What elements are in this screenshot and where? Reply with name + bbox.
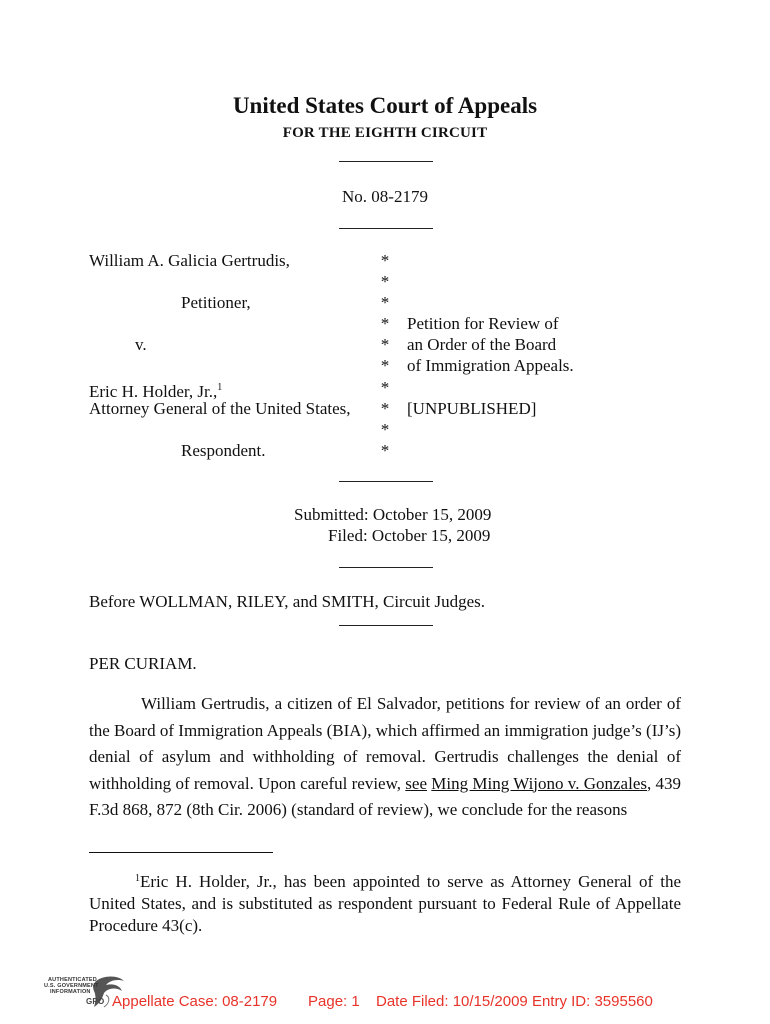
panel-judges: Before WOLLMAN, RILEY, and SMITH, Circuit Judges.	[89, 592, 485, 611]
case-citation[interactable]: Ming Ming Wijono v. Gonzales	[431, 773, 647, 793]
caption-star: *	[380, 378, 390, 397]
divider-rule	[339, 228, 433, 229]
footnote	[89, 868, 681, 937]
caption-star: *	[380, 399, 390, 418]
caption-star: *	[380, 356, 390, 375]
footnote-text: Eric H. Holder, Jr., has been appointed to serve as Attorney General of the United States, and is substituted as respondent pursuant to Federal Rule of Appellate Procedure 43(c).	[89, 872, 681, 935]
caption-star: *	[380, 420, 390, 439]
caption-star: *	[380, 335, 390, 354]
footnote-reference: 1	[217, 382, 223, 393]
gpo-mark: GPO	[86, 997, 105, 1006]
divider-rule	[339, 625, 433, 626]
petition-line: Petition for Review of	[407, 314, 559, 333]
petition-line: of Immigration Appeals.	[407, 356, 574, 375]
filing-footer	[112, 993, 653, 1010]
circuit-name: FOR THE EIGHTH CIRCUIT	[282, 125, 488, 141]
caption-star: *	[380, 251, 390, 270]
footer-case: Appellate Case: 08-2179	[112, 993, 278, 1010]
petition-line: an Order of the Board	[407, 335, 557, 354]
divider-rule	[339, 161, 433, 162]
footnote-separator	[89, 852, 273, 853]
divider-rule	[339, 481, 433, 482]
signal-see: see	[405, 773, 428, 793]
opinion-text: William Gertrudis, a citizen of El Salvador, petitions for review of an order of the Board of Immigration Appeals (BIA), which affirmed an immigration judge’s (IJ’s) denial of asylum and withholding of removal. Gertrudis challenges the denial of withholding of removal. Upon careful review,	[89, 694, 681, 793]
respondent-role: Respondent.	[181, 441, 266, 460]
caption-star: *	[380, 441, 390, 460]
divider-rule	[339, 567, 433, 568]
logo-line: INFORMATION	[50, 989, 91, 995]
respondent-name-text: Eric H. Holder, Jr.,	[89, 382, 218, 401]
opinion-text: , 439 F.3d 868, 872 (8th Cir. 2006) (standard of review), we conclude for the reasons	[89, 773, 682, 819]
footer-page: Page: 1	[308, 993, 360, 1010]
respondent-title: Attorney General of the United States,	[89, 399, 351, 418]
petitioner-role: Petitioner,	[181, 293, 251, 312]
court-title: United States Court of Appeals	[232, 93, 538, 118]
versus: v.	[135, 335, 147, 354]
caption-star: *	[380, 293, 390, 312]
submitted-date: Submitted: October 15, 2009	[294, 505, 492, 524]
publication-status: [UNPUBLISHED]	[407, 399, 537, 418]
case-number: No. 08-2179	[342, 187, 428, 206]
caption-star: *	[380, 272, 390, 291]
logo-line: AUTHENTICATED	[48, 977, 97, 983]
petitioner-name: William A. Galicia Gertrudis,	[89, 251, 290, 270]
caption-star: *	[380, 314, 390, 333]
footnote-mark: 1	[135, 873, 140, 884]
footer-date-filed: Date Filed: 10/15/2009 Entry ID: 3595560	[376, 993, 653, 1010]
filed-date: Filed: October 15, 2009	[328, 526, 491, 545]
opinion-paragraph	[89, 691, 681, 824]
opinion-type: PER CURIAM.	[89, 654, 197, 673]
logo-line: U.S. GOVERNMENT	[44, 983, 99, 989]
